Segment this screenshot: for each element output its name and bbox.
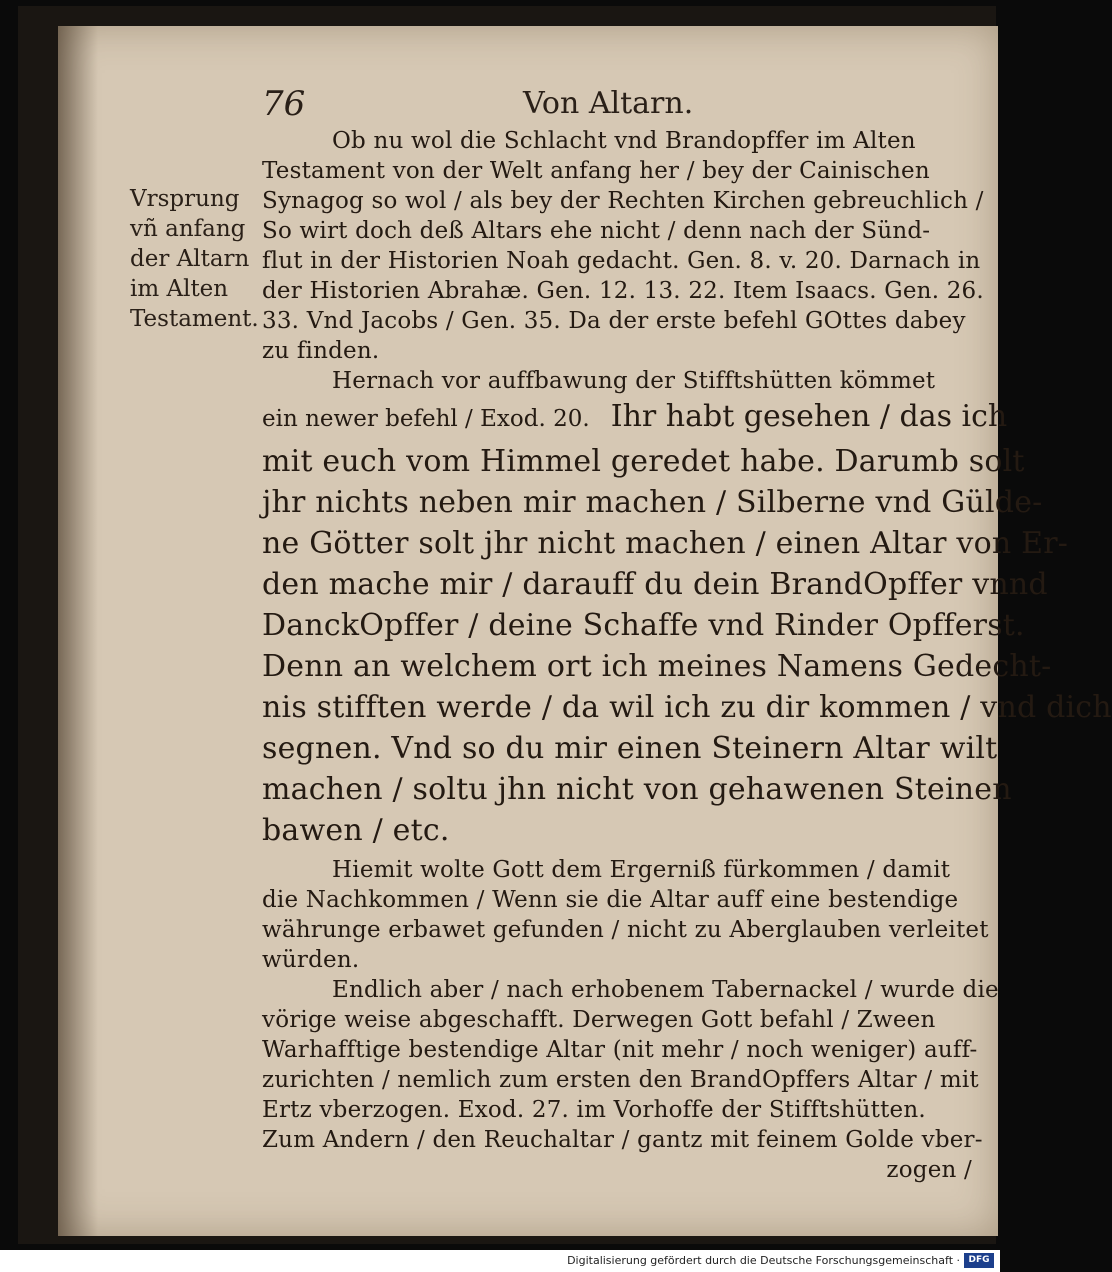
- marginal-note: [130, 184, 270, 334]
- dfg-logo: DFG: [964, 1253, 994, 1268]
- text-line: den mache mir / darauff du dein BrandOpffer vnnd: [262, 567, 1048, 602]
- text-line: Ertz vberzogen. Exod. 27. im Vorhoffe der Stifftshütten.: [262, 1097, 926, 1123]
- footer-bar: [0, 1250, 1000, 1272]
- scan-frame: [18, 6, 1112, 1244]
- marginal-note-line: Vrsprung: [130, 186, 240, 212]
- text-line: Endlich aber / nach erhobenem Tabernackel / wurde die: [332, 977, 999, 1003]
- funding-credit: Digitalisierung gefördert durch die Deutsche Forschungsgemeinschaft ·: [567, 1254, 960, 1267]
- text-line: Hiemit wolte Gott dem Ergerniß fürkommen / damit: [332, 857, 951, 883]
- text-line: Denn an welchem ort ich meines Namens Gedecht-: [262, 649, 1052, 684]
- marginal-note-line: der Altarn: [130, 246, 250, 272]
- quotation-body: [262, 441, 1112, 851]
- text-line: segnen. Vnd so du mir einen Steinern Altar wilt: [262, 731, 998, 766]
- text-line: zu finden.: [262, 338, 380, 364]
- text-line: jhr nichts neben mir machen / Silberne vnd Gülde-: [262, 485, 1043, 520]
- text-line: nis stifften werde / da wil ich zu dir kommen / vnd dich: [262, 690, 1112, 725]
- text-line: Ob nu wol die Schlacht vnd Brandopffer im Alten: [332, 128, 916, 154]
- text-line: machen / soltu jhn nicht von gehawenen Steinen: [262, 772, 1012, 807]
- book-page: [58, 26, 1112, 1236]
- marginal-note-line: Testament.: [130, 306, 259, 332]
- paragraph-3: [262, 855, 989, 975]
- text-line: DanckOpffer / deine Schaffe vnd Rinder Opfferst.: [262, 608, 1025, 643]
- text-line: die Nachkommen / Wenn sie die Altar auff eine bestendige: [262, 887, 959, 913]
- text-line: der Historien Abrahæ. Gen. 12. 13. 22. Item Isaacs. Gen. 26.: [262, 278, 984, 304]
- paragraph-2-intro: [262, 366, 982, 396]
- text-line: Warhafftige bestendige Altar (nit mehr / noch weniger) auff-: [262, 1037, 978, 1063]
- text-line: Synagog so wol / als bey der Rechten Kirchen gebreuchlich /: [262, 188, 984, 214]
- text-line: Testament von der Welt anfang her / bey der Cainischen: [262, 158, 930, 184]
- paragraph-1: [262, 126, 982, 366]
- catchword: zogen /: [886, 1157, 972, 1183]
- text-line: bawen / etc.: [262, 813, 450, 848]
- intro-tail: ein newer befehl / Exod. 20.: [262, 406, 590, 432]
- text-line: vörige weise abgeschafft. Derwegen Gott befahl / Zween: [262, 1007, 936, 1033]
- paragraph-4: [262, 975, 999, 1185]
- running-head: Von Altarn.: [523, 86, 694, 121]
- text-line: zurichten / nemlich zum ersten den BrandOpffers Altar / mit: [262, 1067, 979, 1093]
- marginal-note-line: im Alten: [130, 276, 229, 302]
- text-line: Hernach vor auffbawung der Stifftshütten kömmet: [332, 368, 936, 394]
- text-line: Zum Andern / den Reuchaltar / gantz mit feinem Golde vber-: [262, 1127, 983, 1153]
- marginal-note-line: vñ anfang: [130, 216, 246, 242]
- text-line: flut in der Historien Noah gedacht. Gen. 8. v. 20. Darnach in: [262, 248, 981, 274]
- page-number: 76: [262, 84, 306, 124]
- text-line: So wirt doch deß Altars ehe nicht / denn nach der Sünd-: [262, 218, 931, 244]
- quotation: [262, 396, 1008, 441]
- text-line: mit euch vom Himmel geredet habe. Darumb solt: [262, 444, 1025, 479]
- text-line: würden.: [262, 947, 360, 973]
- quote-start: Ihr habt gesehen / das ich: [610, 399, 1008, 434]
- text-line: 33. Vnd Jacobs / Gen. 35. Da der erste befehl GOttes dabey: [262, 308, 966, 334]
- text-line: ne Götter solt jhr nicht machen / einen Altar von Er-: [262, 526, 1069, 561]
- body-text: [262, 126, 1112, 1185]
- text-line-mixed: [262, 396, 1008, 441]
- text-line: währunge erbawet gefunden / nicht zu Aberglauben verleitet: [262, 917, 989, 943]
